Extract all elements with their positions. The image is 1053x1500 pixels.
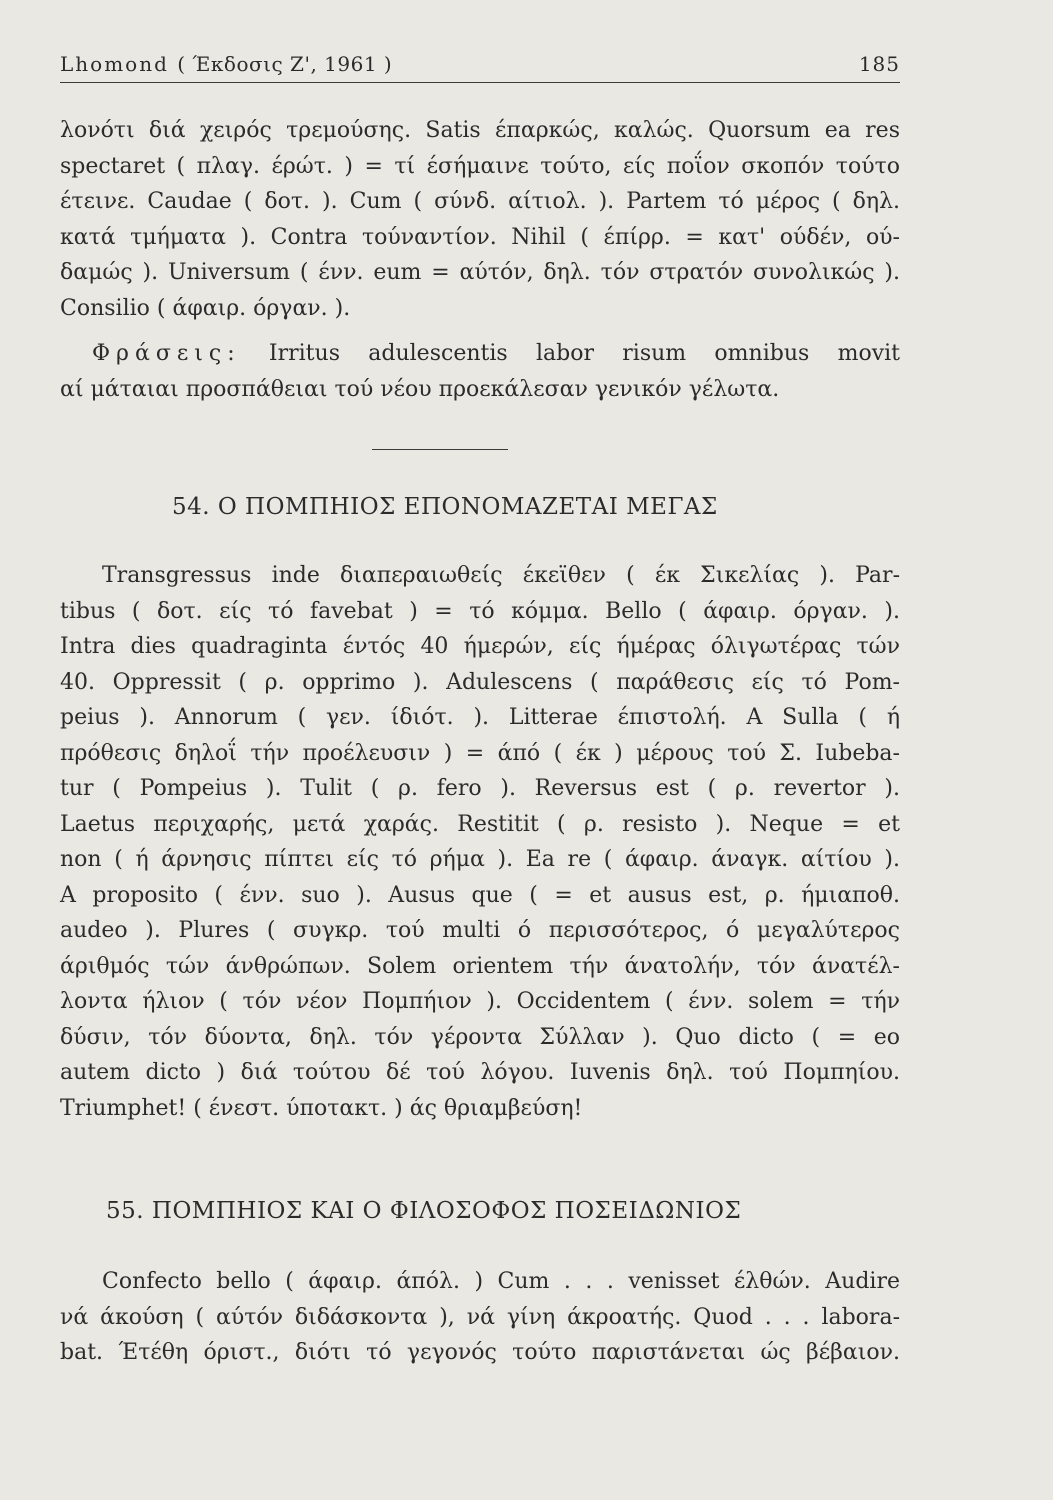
header-title <box>60 52 392 76</box>
header-edition: ( Έκδοσις Ζ', 1961 ) <box>177 52 393 76</box>
text-line: έτεινε. Caudae ( δοτ. ). Cum ( σύνδ. αίτιολ. ). Partem τό μέρος ( δηλ. <box>60 189 900 214</box>
book-page <box>60 52 900 1371</box>
intro-paragraph <box>60 113 900 326</box>
phrases-latin: Irritus adulescentis labor risum omnibus movit <box>268 341 900 366</box>
text-line: λονότι διά χειρός τρεμούσης. Satis έπαρκώς, καλώς. Quorsum ea res <box>60 118 900 143</box>
text-line: peius ). Annorum ( γεν. ίδιότ. ). Litterae έπιστολή. A Sulla ( ή <box>60 705 900 730</box>
running-header <box>60 52 900 83</box>
text-line: audeo ). Plures ( συγκρ. τού multi ό περισσότερος, ό μεγαλύτερος <box>60 918 900 943</box>
text-line: δύσιν, τόν δύοντα, δηλ. τόν γέροντα Σύλλαν ). Quo dicto ( = eo <box>60 1024 900 1050</box>
section-55-heading: 55. ΠΟΜΠΗΙΟΣ ΚΑΙ Ο ΦΙΛΟΣΟΦΟΣ ΠΟΣΕΙΔΩΝΙΟΣ <box>106 1198 742 1224</box>
text-line: A proposito ( ένν. suo ). Ausus que ( = et ausus est, ρ. ήμιαποθ. <box>60 882 900 908</box>
phrases-label: Φράσεις: <box>92 341 241 366</box>
text-line: autem dicto ) διά τούτου δέ τού λόγου. Iuvenis δηλ. τού Πομπηίου. <box>60 1060 900 1085</box>
section-54-heading: 54. Ο ΠΟΜΠΗΙΟΣ ΕΠΟΝΟΜΑΖΕΤΑΙ ΜΕΓΑΣ <box>172 494 718 520</box>
text-line: πρόθεσις δηλοΐ τήν προέλευσιν ) = άπό ( έκ ) μέρους τού Σ. Iubeba- <box>60 740 900 766</box>
header-author: Lhomond <box>60 52 169 76</box>
text-line: Transgressus inde διαπεραιωθείς έκεϊθεν ( έκ Σικελίας ). Par- <box>102 563 900 588</box>
text-line: Triumphet! ( ένεστ. ύποτακτ. ) άς θριαμβεύση! <box>60 1095 583 1121</box>
text-line: Consilio ( άφαιρ. όργαν. ). <box>60 295 351 321</box>
text-line: δαμώς ). Universum ( ένν. eum = αύτόν, δηλ. τόν στρατόν συνολικώς ). <box>60 260 900 285</box>
text-line: tur ( Pompeius ). Tulit ( ρ. fero ). Reversus est ( ρ. revertor ). <box>60 776 900 801</box>
phrases-paragraph <box>60 336 900 407</box>
text-line: νά άκούση ( αύτόν διδάσκοντα ), νά γίνη άκροατής. Quod . . . labora- <box>60 1304 900 1330</box>
text-line: 40. Oppressit ( ρ. opprimo ). Adulescens ( παράθεσις είς τό Pom- <box>60 669 900 695</box>
text-line: bat. Έτέθη όριστ., διότι τό γεγονός τούτο παριστάνεται ώς βέβαιον. <box>60 1340 900 1365</box>
text-line: αί μάταιαι προσπάθειαι τού νέου προεκάλεσαν γενικόν γέλωτα. <box>60 376 780 402</box>
text-line: κατά τμήματα ). Contra τούναντίον. Nihil ( έπίρρ. = κατ' ούδέν, ού- <box>60 224 900 250</box>
section-54-paragraph <box>60 558 900 1126</box>
page-number: 185 <box>858 52 900 76</box>
text-line: Laetus περιχαρής, μετά χαράς. Restitit ( ρ. resisto ). Neque = et <box>60 811 900 837</box>
text-line: άριθμός τών άνθρώπων. Solem orientem τήν άνατολήν, τόν άνατέλ- <box>60 953 900 979</box>
text-line: non ( ή άρνησις πίπτει είς τό ρήμα ). Ea re ( άφαιρ. άναγκ. αίτίου ). <box>60 847 900 872</box>
text-line: Intra dies quadraginta έντός 40 ήμερών, είς ήμέρας όλιγωτέρας τών <box>60 634 900 659</box>
section-55-paragraph <box>60 1264 900 1371</box>
text-line: tibus ( δοτ. είς τό favebat ) = τό κόμμα. Bello ( άφαιρ. όργαν. ). <box>60 598 900 624</box>
text-line: spectaret ( πλαγ. έρώτ. ) = τί έσήμαινε τούτο, είς ποΐον σκοπόν τούτο <box>60 153 900 179</box>
text-line: Confecto bello ( άφαιρ. άπόλ. ) Cum . . . venisset έλθών. Audire <box>102 1269 900 1294</box>
text-line: λοντα ήλιον ( τόν νέον Πομπήιον ). Occidentem ( ένν. solem = τήν <box>60 989 900 1014</box>
section-divider <box>372 449 508 450</box>
text-line <box>60 336 900 372</box>
